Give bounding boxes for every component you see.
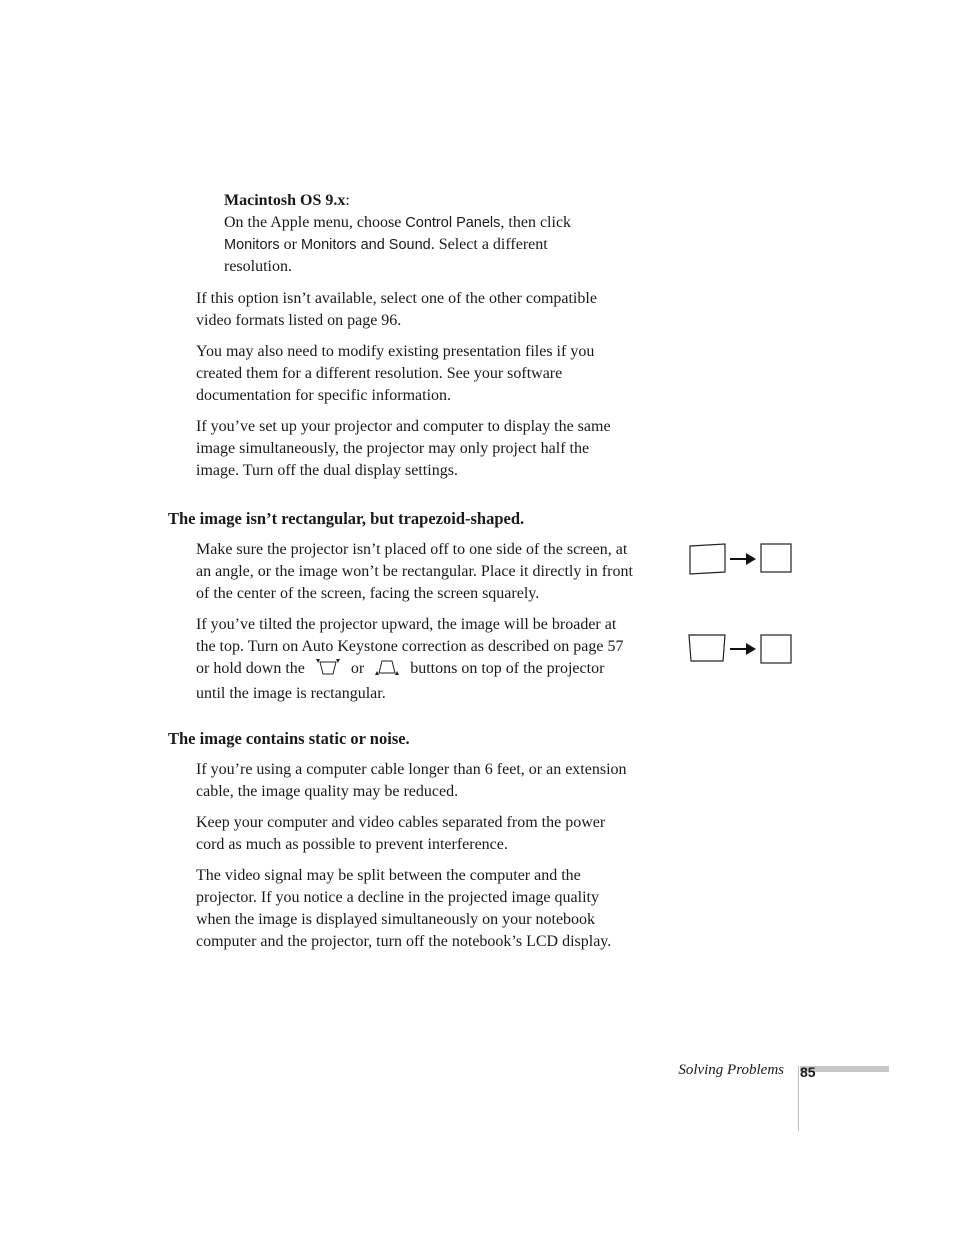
footer-section-title: Solving Problems <box>678 1062 784 1078</box>
paragraph-cable-separation: Keep your computer and video cables separated from the power cord as much as possible to prevent interference. <box>196 814 606 853</box>
mac-line2-post: . Select a different <box>430 236 548 253</box>
mac-os-label-line <box>224 190 624 212</box>
paragraph-cable-length: If you’re using a computer cable longer than 6 feet, or an extension cable, the image quality may be reduced. <box>196 761 627 800</box>
trapezoid-side-shape <box>690 544 725 574</box>
keystone-or: or <box>350 660 365 677</box>
arrow-head <box>746 553 756 565</box>
mac-os-label: Macintosh OS 9.x <box>224 192 346 209</box>
mac-line1-post: , then click <box>500 214 572 231</box>
arrow-head <box>746 643 756 655</box>
monitors-menu-item: Monitors <box>224 237 280 253</box>
section-heading-trapezoid: The image isn’t rectangular, but trapezoid-shaped. <box>168 509 525 528</box>
footer-rule <box>798 1066 799 1131</box>
monitors-and-sound-menu-item: Monitors and Sound <box>300 237 431 253</box>
paragraph-keystone-correction <box>196 614 636 705</box>
keystone-up-icon <box>315 658 341 683</box>
paragraph-dual-display: If you’ve set up your projector and computer to display the same image simultaneously, the projector may only project half the image. Turn off the dual display settings. <box>196 418 611 479</box>
mac-line1-pre: On the Apple menu, choose <box>224 214 406 231</box>
keystone-down-icon <box>374 658 400 683</box>
mac-or: or <box>279 236 301 253</box>
paragraph-projector-placement: Make sure the projector isn’t placed off to one side of the screen, at an angle, or the image won’t be rectangular. Place it directly in front of the center of the screen, facing the screen squarely. <box>196 541 633 602</box>
mac-instruction-line-2 <box>224 234 624 256</box>
mac-instruction-line-1 <box>224 212 624 234</box>
rectangle-corrected-shape <box>761 635 791 663</box>
paragraph-modify-presentation: You may also need to modify existing presentation files if you created them for a different resolution. See your software documentation for specific information. <box>196 343 595 404</box>
control-panels-menu-item: Control Panels <box>405 215 501 231</box>
page-number: 85 <box>800 1064 816 1080</box>
mac-instruction-line-3: resolution. <box>224 258 292 275</box>
paragraph-option-unavailable: If this option isn’t available, select one of the other compatible video formats listed on page 96. <box>196 290 597 329</box>
mac-os-colon: : <box>345 192 350 209</box>
paragraph-video-signal-split: The video signal may be split between the computer and the projector. If you notice a decline in the projected image quality when the image is displayed simultaneously on your notebook computer and the projector, turn off the notebook’s LCD display. <box>196 867 612 950</box>
trapezoid-top-wide-shape <box>689 635 725 661</box>
rectangle-corrected-shape <box>761 544 791 572</box>
keystone-text-a: If you’ve tilted the projector upward, the image will be broader at the top. Turn on Auto Keystone correction as described on page 57 or hold down the <box>196 616 624 677</box>
keystone-figure-tilt <box>688 633 796 673</box>
mac-os-block <box>224 190 624 278</box>
keystone-figure-side <box>688 542 796 582</box>
section-heading-static-noise: The image contains static or noise. <box>168 729 410 748</box>
keystone-text-b: buttons on top of the projector until the image is rectangular. <box>196 660 605 702</box>
